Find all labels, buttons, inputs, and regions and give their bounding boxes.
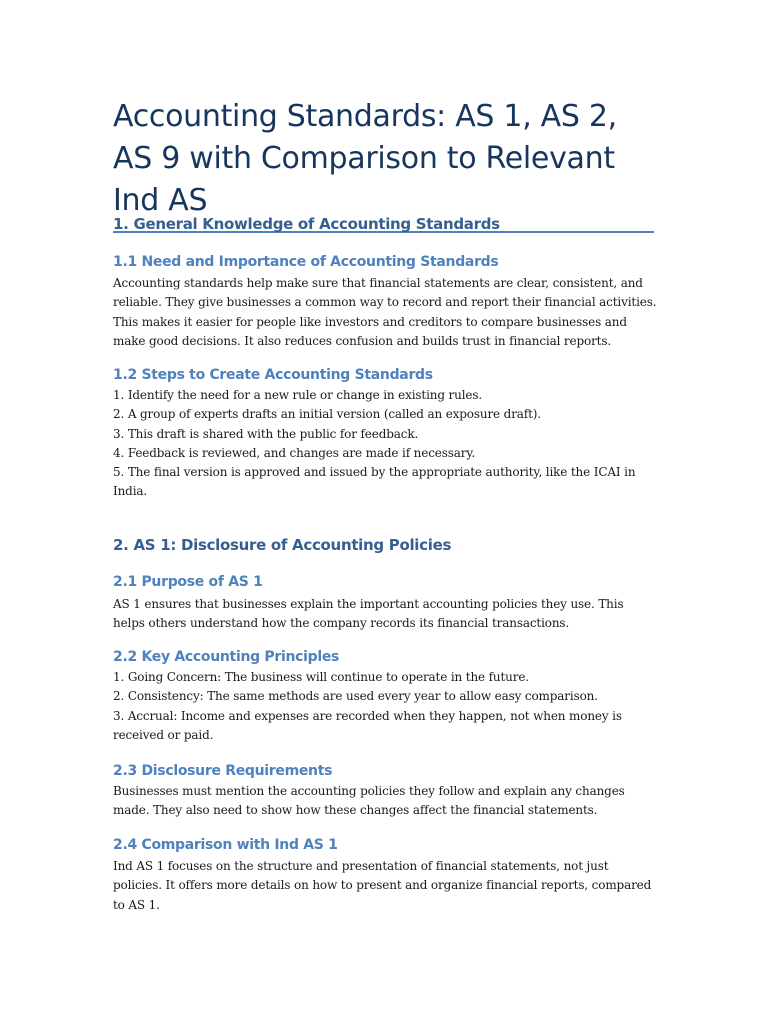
list-item: 3. Accrual: Income and expenses are recorded when they happen, not when money is received or paid.: [113, 708, 622, 742]
list-item: 5. The final version is approved and issued by the appropriate authority, like the ICAI in India.: [113, 465, 636, 499]
document-title: Accounting Standards: AS 1, AS 2, AS 9 with Comparison to Relevant Ind AS: [113, 99, 617, 218]
subsection-heading-2-2: 2.2 Key Accounting Principles: [113, 649, 340, 665]
paragraph-2-1: AS 1 ensures that businesses explain the important accounting policies they use. This helps others understand how the company records its financial transactions.: [113, 597, 624, 631]
principles-list: [113, 668, 658, 745]
list-item: 2. A group of experts drafts an initial version (called an exposure draft).: [113, 407, 541, 422]
section-heading-1: 1. General Knowledge of Accounting Standards: [113, 215, 500, 233]
paragraph-2-4: Ind AS 1 focuses on the structure and presentation of financial statements, not just policies. It offers more details on how to present and organize financial reports, compared to AS 1.: [113, 859, 652, 912]
subsection-heading-2-4: 2.4 Comparison with Ind AS 1: [113, 837, 338, 853]
subsection-heading-1-1: 1.1 Need and Importance of Accounting Standards: [113, 254, 499, 270]
list-item: 2. Consistency: The same methods are used every year to allow easy comparison.: [113, 689, 598, 704]
paragraph-1-1: Accounting standards help make sure that financial statements are clear, consistent, and reliable. They give businesses a common way to record and report their financial activities. This makes it easier for people like investors and creditors to compare businesses and make good decisions. It also reduces confusion and builds trust in financial reports.: [113, 276, 657, 348]
paragraph-2-3: Businesses must mention the accounting policies they follow and explain any changes made. They also need to show how these changes affect the financial statements.: [113, 784, 625, 818]
subsection-heading-1-2: 1.2 Steps to Create Accounting Standards: [113, 367, 433, 383]
subsection-heading-2-3: 2.3 Disclosure Requirements: [113, 763, 333, 779]
list-item: 4. Feedback is reviewed, and changes are made if necessary.: [113, 445, 476, 460]
steps-list: [113, 386, 658, 502]
list-item: 1. Going Concern: The business will continue to operate in the future.: [113, 670, 529, 684]
subsection-heading-2-1: 2.1 Purpose of AS 1: [113, 574, 263, 590]
list-item: 1. Identify the need for a new rule or change in existing rules.: [113, 388, 483, 402]
section-heading-2: 2. AS 1: Disclosure of Accounting Policies: [113, 536, 452, 554]
list-item: 3. This draft is shared with the public for feedback.: [113, 426, 419, 441]
